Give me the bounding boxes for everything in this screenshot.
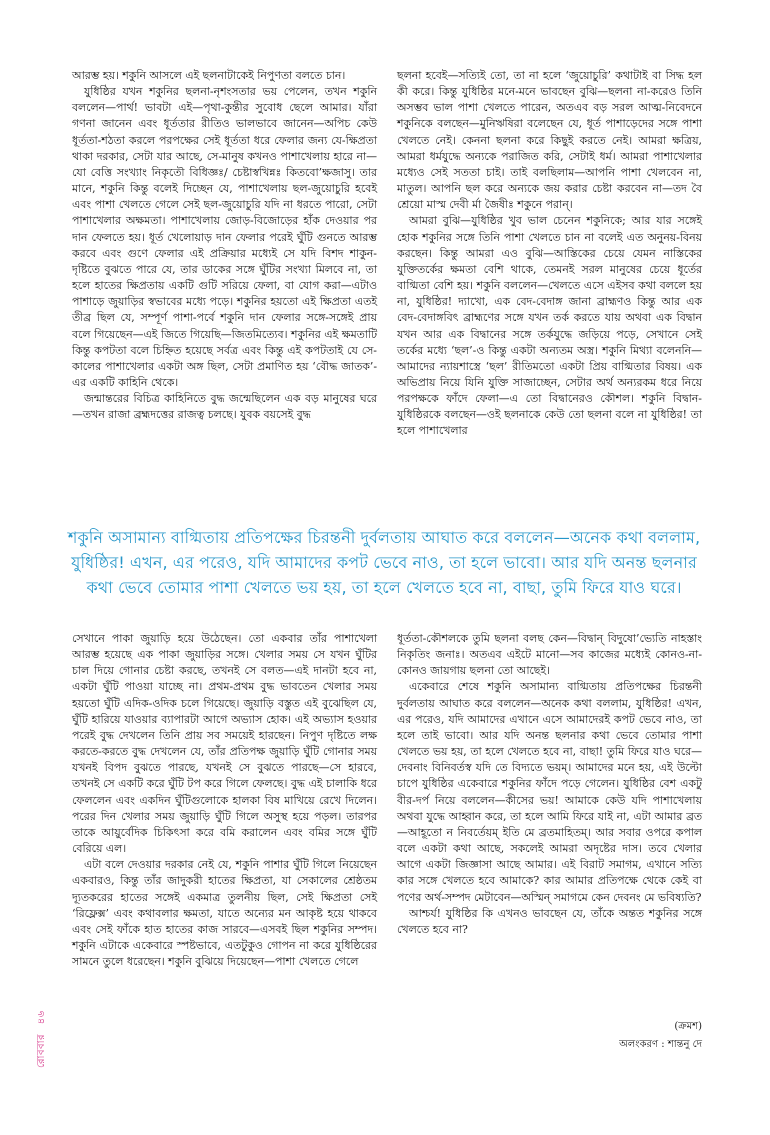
paragraph: ধূর্ততা-কৌশলকে তুমি ছলনা বলছ কেন—বিদ্বান্ বিদুষো’ভ্যেতি নাহস্তাং নিকৃতিং জনাঃ। অতএব এইটে মানো—সব কাজের মধ্যেই কোনও-না-কোনও জায়গায় ছলনা তো আছেই। xyxy=(397,632,702,678)
article-credits xyxy=(397,1018,702,1054)
illustration-credit: অলংকরণ : শান্তনু দে xyxy=(619,1039,702,1050)
page-number: ৪৬ xyxy=(36,1010,47,1025)
pull-quote: শকুনি অসামান্য বাগ্মিতায় প্রতিপক্ষের চিরন্তনী দুর্বলতায় আঘাত করে বললেন—অনেক কথা বললাম, যুধিষ্ঠির! এখন, এর পরেও, যদি আমাদের কপট ভেবে নাও, তা হলে ভাবো। আর যদি অনন্ত ছলনার কথা ভেবে তোমার পাশা খেলতে ভয় হয়, তা হলে খেলতে হবে না, বাছা, তুমি ফিরে যাও ঘরে। xyxy=(67,528,701,597)
article-column-bottom-right xyxy=(397,631,702,938)
paragraph: এটা বলে দেওয়ার দরকার নেই যে, শকুনি পাশার ঘুঁটি গিলে নিয়েছেন একবারও, কিন্তু তাঁর জাদুকরী হাতের ক্ষিপ্রতা, যা সেকালের শ্রেষ্ঠতম দ্যূতকরের হাতের সঙ্গেই একমাত্র তুলনীয় ছিল, সেই ক্ষিপ্রতা সেই ‘রিফ্লেক্স’ এবং কথাবলার ক্ষমতা, যাতে অন্যের মন আকৃষ্ট হয়ে থাকবে এবং সেই ফাঁকে হাত হাতের কাজ সারবে—এসবই ছিল শকুনির সম্পদ। শকুনি এটাকে একেবারে স্পষ্টভাবে, এতটুকুও গোপন না করে যুধিষ্ঠিরের সামনে তুলে ধরেছেন। শকুনি বুঝিয়ে দিয়েছেন—পাশা খেলতে গেলে xyxy=(72,858,377,969)
article-column-top-left xyxy=(72,68,377,423)
paragraph: আশ্চর্য! যুধিষ্ঠির কি এখনও ভাবছেন যে, তাঁকে অন্তত শকুনির সঙ্গে খেলতে হবে না? xyxy=(397,906,702,936)
paragraph: আমরা বুঝি—যুধিষ্ঠির খুব ভাল চেনেন শকুনিকে; আর যার সঙ্গেই হোক শকুনির সঙ্গে তিনি পাশা খেলতে চান না বলেই এত অনুনয়-বিনয় করছেন। কিন্তু আমরা এও বুঝি—আস্তিকের চেয়ে যেমন নাস্তিকের যুক্তিতর্কের ক্ষমতা বেশি থাকে, তেমনই সরল মানুষের চেয়ে ধূর্তের বাগ্মিতা বেশি হয়। শকুনি বললেন—খেলতে এসে এইসব কথা বললে হয় না, যুধিষ্ঠির! দ্যাখো, এক বেদ-বেদাঙ্গ জানা ব্রাহ্মণও কিন্তু আর এক বেদ-বেদাঙ্গবিৎ ব্রাহ্মণের সঙ্গে যখন তর্ক করতে যায় অথবা এক বিদ্বান যখন আর এক বিদ্বানের সঙ্গে তর্কযুদ্ধে জড়িয়ে পড়ে, সেখানে সেই তর্কের মধ্যে ‘ছল’-ও কিন্তু একটা অন্যতম অস্ত্র। শকুনি মিথ্যা বলেননি—আমাদের ন্যায়শাস্ত্রে ‘ছল’ রীতিমতো একটা প্রিয় বাগ্মিতার বিষয়। এক অভিপ্রায় নিয়ে যিনি যুক্তি সাজাচ্ছেন, সেটার অর্থ অন্যরকম ধরে নিয়ে পরপক্ষকে ফাঁদে ফেলা—এ তো বিদ্বানেরও কৌশল। শকুনি বিদ্বান-যুধিষ্ঠিরকে বলছেন—ওই ছলনাকে কেউ তো ছলনা বলে না যুধিষ্ঠির! তা হলে পাশাখেলার xyxy=(397,214,702,438)
page-footer xyxy=(34,1004,51,1068)
article-column-bottom-left xyxy=(72,631,377,970)
paragraph: সেখানে পাকা জুয়াড়ি হয়ে উঠেছেন। তো একবার তাঁর পাশাখেলা আরম্ভ হয়েছে এক পাকা জুয়াড়ির সঙ্গে। খেলার সময় সে যখন ঘুঁটির চাল দিয়ে গোনার চেষ্টা করছে, তখনই সে বলত—এই দানটা হবে না, একটা ঘুঁটি পাওয়া যাচ্ছে না। প্রথম-প্রথম বুদ্ধ ভাবতেন খেলার সময় হয়তো ঘুঁটি এদিক-ওদিক চলে গিয়েছে। জুয়াড়ি বস্তুত এই বুঝেছিল যে, ঘুঁটি হারিয়ে যাওয়ার ব্যাপারটা আগে অভ্যাস হোক। এই অভ্যাস হওয়ার পরেই বুদ্ধ দেখলেন তিনি প্রায় সব সময়েই হারছেন। নিপুণ দৃষ্টিতে লক্ষ করতে-করতে বুদ্ধ দেখলেন যে, তাঁর প্রতিপক্ষ জুয়াড়ি ঘুঁটি গোনার সময় যখনই বিপদ বুঝতে পারছে, যখনই সে বুঝতে পারছে—সে হারবে, তখনই সে একটি করে ঘুঁটি টপ করে গিলে ফেলছে। বুদ্ধ এই চালাকি ধরে ফেললেন এবং একদিন ঘুঁটিগুলোকে হালকা বিষ মাখিয়ে রেখে দিলেন। পরের দিন খেলার সময় জুয়াড়ি ঘুঁটি গিলে অসুস্থ হয়ে পড়ল। তারপর তাকে আয়ুর্বেদিক চিকিৎসা করে বমি করালেন এবং বমির সঙ্গে ঘুঁটি বেরিয়ে এল। xyxy=(72,632,377,856)
paragraph: যুধিষ্ঠির যখন শকুনির ছলনা-নৃশংসতার ভয় পেলেন, তখন শকুনি বললেন—পার্থ! ভাবটা এই—পৃথা-কুন্তীর সুবোধ ছেলে আমার। যাঁরা গণনা জানেন এবং ধূর্ততার রীতিও ভালভাবে জানেন—অপিচ কেউ ধূর্ততা-শঠতা করলে পরপক্ষের সেই ধূর্ততা ধরে ফেলার জন্য যে-ক্ষিপ্রতা থাকা দরকার, সেটা যার আছে, সে-মানুষ কখনও পাশাখেলায় হারে না—যো বেত্তি সংখ্যাং নিকৃতৌ বিধিজ্ঞঃ/ চেষ্টাস্বখিন্নঃ কিতবো’ক্ষজাসু। তার মানে, শকুনি কিন্তু বলেই দিচ্ছেন যে, পাশাখেলায় ছল-জুয়োচুরি হবেই এবং পাশা খেলতে গেলে সেই ছল-জুয়োচুরি যদি না ধরতে পারো, সেটা পাশাখেলার অক্ষমতা। পাশাখেলায় জোড়-বিজোড়ের হাঁক দেওয়ার পর দান ফেলতে হয়। ধূর্ত খেলোয়াড় দান ফেলার পরেই ঘুঁটি গুনতে আরম্ভ করবে এবং গুণে ফেলার এই প্রক্রিয়ার মধ্যেই সে যদি বিশদ শাকুন-দৃষ্টিতে বুঝতে পারে যে, তার ডাকের সঙ্গে ঘুঁটির সংখ্যা মিলবে না, তা হলে হাতের ক্ষিপ্রতায় একটি গুটি সরিয়ে ফেলা, বা যোগ করা—এটাও পাশাড়ে জুয়াড়ির স্বভাবের মধ্যে পড়ে। শকুনির হয়তো এই ক্ষিপ্রতা এতই তীব্র ছিল যে, সম্পূর্ণ পাশা-পর্বে শকুনি দান ফেলার সঙ্গে-সঙ্গেই প্রায় বলে গিয়েছেন—এই জিতে গিয়েছি—জিতমিত্যেব। শকুনির এই ক্ষমতাটি কিন্তু কপটতা বলে চিহ্নিত হয়েছে সর্বত্র এবং কিন্তু এই কপটতাই যে সে-কালের পাশাখেলার একটা অঙ্গ ছিল, সেটা প্রমাণিত হয় ‘বৌদ্ধ জাতক’-এর একটি কাহিনি থেকে। xyxy=(72,85,377,389)
paragraph: আরম্ভ হয়। শকুনি আসলে এই ছলনাটাকেই নিপুণতা বলতে চান। xyxy=(72,69,346,82)
paragraph: ছলনা হবেই—সত্যিই তো, তা না হলে ‘জুয়োচুরি’ কথাটাই বা সিদ্ধ হল কী করে। কিন্তু যুধিষ্ঠির মনে-মনে ভাবছেন বুঝি—ছলনা না-করেও তিনি অসম্ভব ভাল পাশা খেলতে পারেন, অতএব বড় সরল আত্ম-নিবেদনে শকুনিকে বলছেন—মুনিঋষিরা বলেছেন যে, ধূর্ত পাশাড়েদের সঙ্গে পাশা খেলতে নেই। কেননা ছলনা করে কিছুই করতে নেই। আমরা ক্ষত্রিয়, আমরা ধর্মযুদ্ধে অন্যকে পরাজিত করি, সেটাই ধর্ম। আমরা পাশাখেলার মধ্যেও সেই সততা চাই। তাই বলছিলাম—আপনি পাশা খেলবেন না, মাতুল। আপনি ছল করে অন্যকে জয় করার চেষ্টা করবেন না—তদ বৈ শ্রেয়ো মাস্ম দেবী র্মা জৈষীঃ শকুনে পরান্। xyxy=(397,69,702,212)
continued-note: (ক্রমশ) xyxy=(674,1021,702,1032)
paragraph: জন্মান্তরের বিচিত্র কাহিনিতে বুদ্ধ জন্মেছিলেন এক বড় মানুষের ঘরে—তখন রাজা ব্রহ্মদত্তের রাজত্ব চলছে। যুবক বয়সেই বুদ্ধ xyxy=(72,392,377,422)
article-column-top-right xyxy=(397,68,702,440)
magazine-name: রোববার xyxy=(36,1034,47,1068)
paragraph: একেবারে শেষে শকুনি অসামান্য বাগ্মিতায় প্রতিপক্ষের চিরন্তনী দুর্বলতায় আঘাত করে বললেন—অনেক কথা বললাম, যুধিষ্ঠির! এখন, এর পরেও, যদি আমাদের এখানে এসে আমাদেরই কপট ভেবে নাও, তা হলে তাই ভাবো। আর যদি অনন্ত ছলনার কথা ভেবে তোমার পাশা খেলতে ভয় হয়, তা হলে খেলতে হবে না, বাছা! তুমি ফিরে যাও ঘরে—দেবনাং বিনিবর্তস্ব যদি তে বিদ্যতে ভয়ম্। আমাদের মনে হয়, এই উল্টো চাপে যুধিষ্ঠির একেবারে শকুনির ফাঁদে পড়ে গেলেন। যুধিষ্ঠির বেশ একটু বীর-দর্প নিয়ে বললেন—কীসের ভয়! আমাকে কেউ যদি পাশাখেলায় অথবা যুদ্ধে আহ্বান করে, তা হলে আমি ফিরে যাই না, এটা আমার ব্রত—আহূতো ন নিবর্তেয়ম্ ইতি মে ব্রতমাহিতম্। আর সবার ওপরে কপাল বলে একটা কথা আছে, সকলেই আমরা অদৃষ্টের দাস। তবে খেলার আগে একটা জিজ্ঞাসা আছে আমার। এই বিরাট সমাগম, এখানে সত্যি কার সঙ্গে খেলতে হবে আমাকে? কার আমার প্রতিপক্ষে থেকে কেই বা পণের অর্থ-সম্পদ মেটাবেন—অস্মিন্ সমাগমে কেন দেবনং মে ভবিষ্যতি? xyxy=(397,680,702,904)
